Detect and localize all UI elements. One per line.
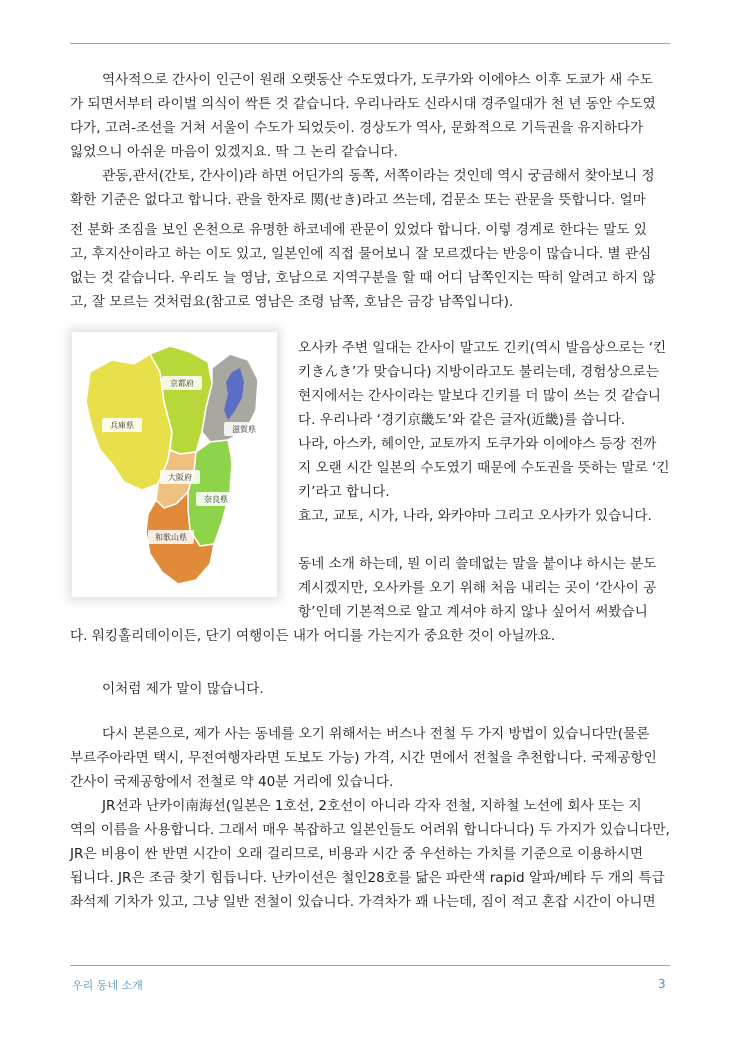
text-line: 관동,관서(간토, 간사이)라 하면 어딘가의 동쪽, 서쪽이라는 것인데 역시 궁금해서 찾아보니 정 (102, 168, 655, 184)
svg-text:奈良県: 奈良県 (204, 495, 228, 504)
footer-title: 우리 동네 소개 (72, 979, 143, 992)
page-number: 3 (658, 977, 666, 991)
map-label-kyoto (162, 376, 202, 390)
paragraph-transport (70, 722, 670, 794)
text-line: 역사적으로 간사이 인근이 원래 오랫동산 수도였다가, 도쿠가와 이에야스 이후 도쿄가 새 수도 (102, 72, 653, 88)
text-line: 오사카 주변 일대는 간사이 말고도 긴키(역시 발음상으로는 ‘킨 (298, 340, 667, 356)
map-label-wakayama (148, 530, 194, 544)
text-line: 고, 후지산이라고 하는 이도 있고, 일본인에 직접 물어보니 잘 모르겠다는 반응이 많습니다. 별 관심 (70, 246, 652, 262)
text-line: 좌석제 기차가 있고, 그냥 일반 전철이 있습니다. 가격차가 꽤 나는데, 짐이 적고 혼잡 시간이 아니면 (70, 894, 656, 910)
text-line: 다. 워킹홀리데이이든, 단기 여행이든 내가 어디를 가는지가 중요한 것이 아닐까요. (70, 628, 556, 644)
text-line: 이처럼 제가 말이 많습니다. (102, 681, 264, 697)
svg-text:京都府: 京都府 (170, 379, 194, 388)
footer-rule (70, 965, 670, 966)
text-line: 됩니다. JR은 조금 찾기 힘듭니다. 난카이선은 철인28호를 닮은 파란색 rapid 알파/베타 두 개의 특급 (70, 870, 665, 886)
text-line: 다. 우리나라 ‘경기京畿도’와 같은 글자(近畿)를 씁니다. (298, 412, 626, 428)
text-line: 잃었으니 아쉬운 마음이 있겠지요. 딱 그 논리 같습니다. (70, 144, 398, 160)
paragraph-talkative (70, 677, 670, 701)
text-line: 부르주아라면 택시, 무전여행자라면 도보도 가능) 가격, 시간 면에서 전철을 추천합니다. 국제공항인 (70, 750, 657, 766)
paragraph-kinki (298, 336, 670, 624)
text-line: 동네 소개 하는데, 뭔 이리 쓸데없는 말을 붙이냐 하시는 분도 (298, 556, 657, 572)
text-line: 현지에서는 간사이라는 말보다 긴키를 더 많이 쓰는 것 같습니 (298, 388, 661, 404)
svg-text:大阪府: 大阪府 (168, 473, 192, 482)
text-line (298, 528, 670, 552)
text-line: 전 분화 조짐을 보인 온천으로 유명한 하코네에 관문이 있었다 합니다. 이렇 경계로 한다는 말도 있 (70, 222, 647, 238)
text-line: 나라, 아스카, 헤이안, 교토까지 도쿠가와 이에야스 등장 전까 (298, 436, 657, 452)
paragraph-history (70, 68, 670, 164)
svg-text:滋賀県: 滋賀県 (232, 425, 256, 434)
text-line: 키きんき’가 맞습니다) 지방이라고도 불리는데, 경험상으로는 (298, 364, 659, 380)
text-line: 계시겠지만, 오사카를 오기 위해 처음 내리는 곳이 ‘간사이 공 (298, 580, 657, 596)
kinki-map (72, 332, 277, 597)
text-line: 확한 기준은 없다고 합니다. 관을 한자로 関(せき)라고 쓰는데, 검문소 또는 관문을 뜻합니다. 얼마 (70, 192, 646, 208)
header-rule (70, 43, 670, 44)
map-label-nara (196, 492, 236, 506)
text-line: 가 되면서부터 라이벌 의식이 싹튼 것 같습니다. 우리나라도 신라시대 경주일대가 천 년 동안 수도였 (70, 96, 656, 112)
paragraph-kinki-tail (70, 624, 670, 648)
text-line: JR은 비용이 싼 반면 시간이 오래 걸리므로, 비용과 시간 중 우선하는 가치를 기준으로 이용하시면 (70, 846, 643, 862)
text-line: 지 오랜 시간 일본의 수도였기 때문에 수도권을 뜻하는 말로 ‘긴 (298, 460, 670, 476)
svg-text:兵庫県: 兵庫県 (110, 421, 134, 430)
text-line: 고, 잘 모르는 것처럼요(참고로 영남은 조령 남쪽, 호남은 금강 남쪽입니다). (70, 294, 514, 310)
text-line: 없는 것 같습니다. 우리도 늘 영남, 호남으로 지역구분을 할 때 어디 남쪽인지는 딱히 알려고 하지 않 (70, 270, 656, 286)
paragraph-train-lines (70, 794, 670, 914)
text-line: 간사이 국제공항에서 전철로 약 40분 거리에 있습니다. (70, 774, 394, 790)
text-line: 항’인데 기본적으로 알고 계셔야 하지 않나 싶어서 써봤습니 (298, 604, 648, 620)
paragraph-kanto-kansai (70, 164, 670, 314)
svg-text:和歌山県: 和歌山県 (155, 533, 187, 542)
text-line: JR선과 난카이南海선(일본은 1호선, 2호선이 아니라 각자 전철, 지하철 노선에 회사 또는 지 (102, 798, 642, 814)
text-line: 효고, 교토, 시가, 나라, 와카야마 그리고 오사카가 있습니다. (298, 508, 652, 524)
kinki-map-svg (72, 332, 277, 597)
map-label-hyogo (102, 418, 142, 432)
map-label-osaka (160, 470, 200, 484)
text-line: 키’라고 합니다. (298, 484, 390, 500)
text-line: 다가, 고려-조선을 거쳐 서울이 수도가 되었듯이. 경상도가 역사, 문화적으로 기득권을 유지하다가 (70, 120, 644, 136)
text-line: 역의 이름을 사용합니다. 그래서 매우 복잡하고 일본인들도 어려워 합니다니다) 두 가지가 있습니다만, (70, 822, 670, 838)
text-line: 다시 본론으로, 제가 사는 동네를 오기 위해서는 버스나 전철 두 가지 방법이 있습니다만(물론 (102, 726, 650, 742)
map-label-shiga (224, 422, 264, 436)
